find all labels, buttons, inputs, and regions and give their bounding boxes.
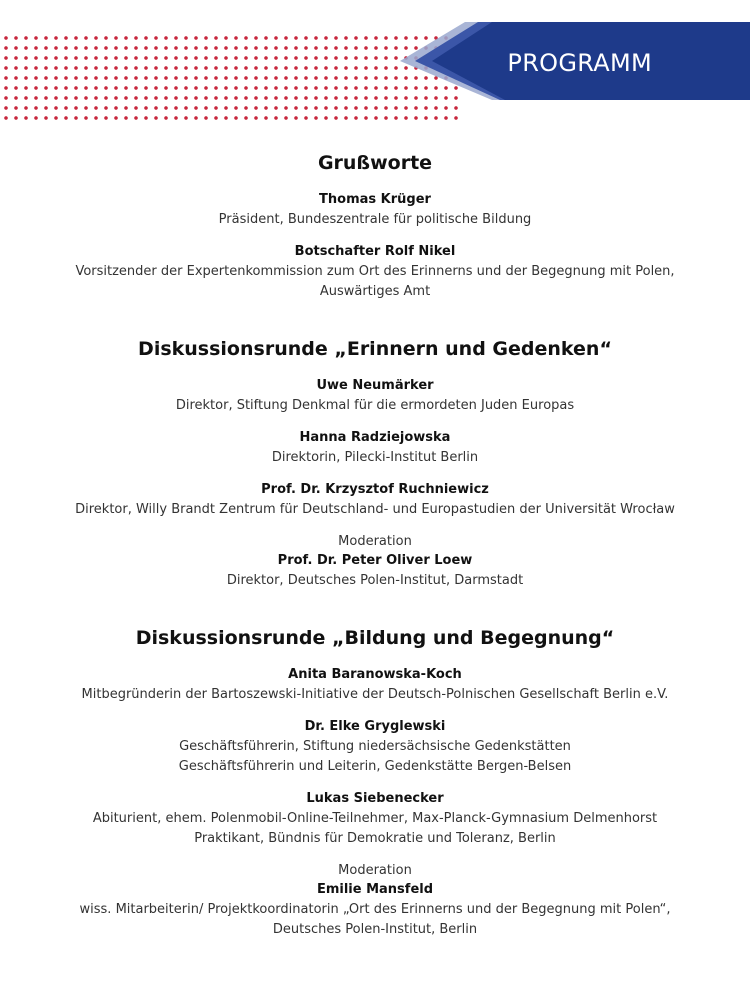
moderation-label: Moderation xyxy=(338,863,412,878)
speaker-role: Präsident, Bundeszentrale für politische Bildung xyxy=(218,212,532,227)
moderation-label: Moderation xyxy=(338,534,412,549)
speaker-entry xyxy=(0,789,750,849)
speaker-name: Prof. Dr. Krzysztof Ruchniewicz xyxy=(261,482,489,497)
speaker-entry xyxy=(0,190,750,230)
banner-title: PROGRAMM xyxy=(507,49,652,77)
speaker-entry xyxy=(0,242,750,302)
speaker-name: Hanna Radziejowska xyxy=(299,430,451,445)
speaker-role: Direktor, Deutsches Polen-Institut, Darmstadt xyxy=(226,573,524,588)
speaker-name: Emilie Mansfeld xyxy=(316,882,434,897)
speaker-role: Vorsitzender der Expertenkommission zum Ort des Erinnerns und der Begegnung mit Polen, xyxy=(75,264,675,279)
speaker-role: Abiturient, ehem. Polenmobil-Online-Teilnehmer, Max-Planck-Gymnasium Delmenhorst xyxy=(92,811,658,826)
speaker-entry xyxy=(0,376,750,416)
speaker-name: Uwe Neumärker xyxy=(316,378,434,393)
speaker-name: Dr. Elke Gryglewski xyxy=(304,719,446,734)
speaker-entry xyxy=(0,480,750,520)
section-title: Grußworte xyxy=(317,152,433,174)
speaker-role: Auswärtiges Amt xyxy=(319,284,431,299)
speaker-entry xyxy=(0,665,750,705)
section-title: Diskussionsrunde „Bildung und Begegnung“ xyxy=(135,627,615,649)
speaker-role: Mitbegründerin der Bartoszewski-Initiative der Deutsch-Polnischen Gesellschaft Berlin e.V. xyxy=(81,687,669,702)
speaker-name: Botschafter Rolf Nikel xyxy=(294,244,456,259)
speaker-role: wiss. Mitarbeiterin/ Projektkoordinatorin „Ort des Erinnerns und der Begegnung mit Polen“, xyxy=(79,902,671,917)
program-section xyxy=(0,334,750,591)
speaker-role: Direktor, Willy Brandt Zentrum für Deutschland- und Europastudien der Universität Wrocław xyxy=(75,502,675,517)
speaker-role: Geschäftsführerin und Leiterin, Gedenkstätte Bergen-Belsen xyxy=(178,759,572,774)
speaker-name: Lukas Siebenecker xyxy=(306,791,444,806)
speaker-role: Deutsches Polen-Institut, Berlin xyxy=(272,922,478,937)
moderator-entry xyxy=(0,861,750,940)
speaker-name: Anita Baranowska-Koch xyxy=(288,667,462,682)
speaker-role: Direktor, Stiftung Denkmal für die ermordeten Juden Europas xyxy=(175,398,575,413)
moderator-entry xyxy=(0,532,750,591)
speaker-entry xyxy=(0,428,750,468)
section-title: Diskussionsrunde „Erinnern und Gedenken“ xyxy=(138,338,612,360)
speaker-role: Geschäftsführerin, Stiftung niedersächsische Gedenkstätten xyxy=(179,739,571,754)
speaker-name: Thomas Krüger xyxy=(319,192,431,207)
program-section xyxy=(0,623,750,940)
speaker-entry xyxy=(0,717,750,777)
program-section xyxy=(0,148,750,302)
speaker-role: Direktorin, Pilecki-Institut Berlin xyxy=(271,450,479,465)
speaker-role: Praktikant, Bündnis für Demokratie und Toleranz, Berlin xyxy=(194,831,556,846)
program-content xyxy=(0,148,750,940)
speaker-name: Prof. Dr. Peter Oliver Loew xyxy=(277,553,473,568)
page-header xyxy=(0,0,750,125)
